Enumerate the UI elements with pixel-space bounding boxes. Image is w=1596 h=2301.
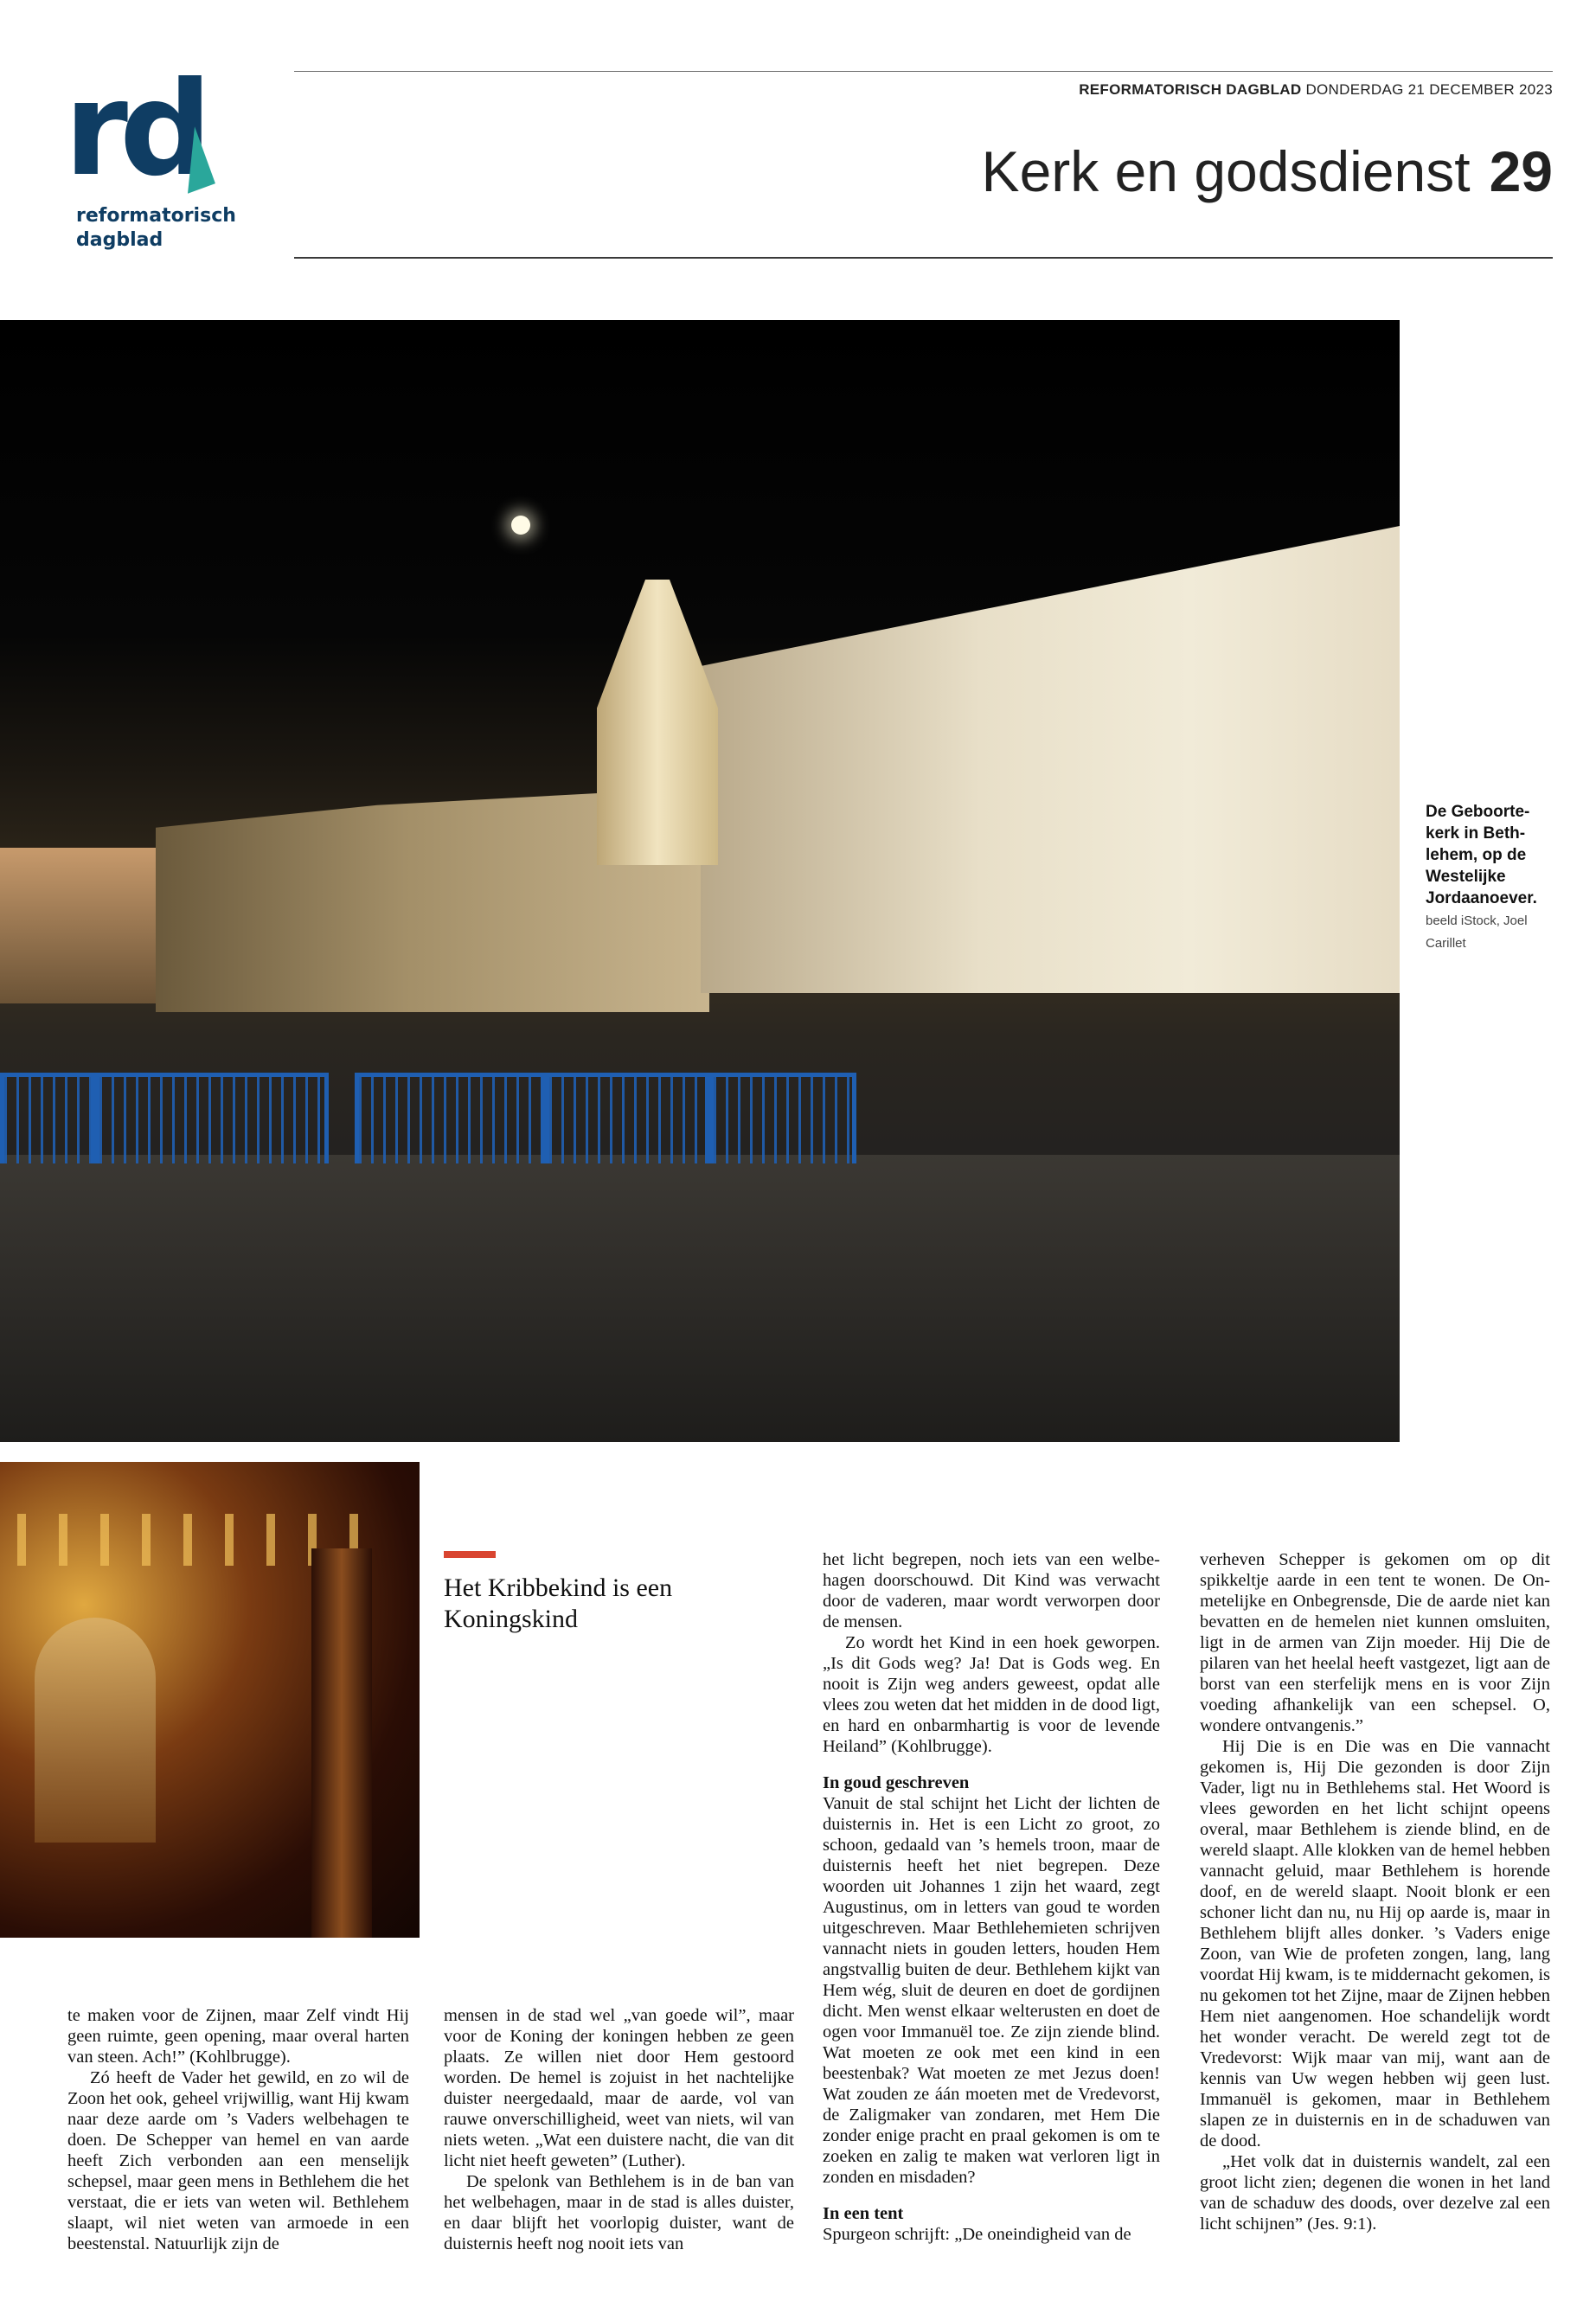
- article-column-2: [444, 2005, 794, 2254]
- photo-bell-tower: [597, 580, 718, 865]
- logo-subtitle: [76, 204, 236, 253]
- church-of-nativity-photo: [0, 320, 1400, 1442]
- paragraph: „Het volk dat in duisternis wandelt, zal een groot licht zien; degenen die wonen in het land van de schaduw des doods, over dezelve zal een licht schijnen” (Jes. 9:1).: [1200, 2152, 1550, 2234]
- subheading: In goud geschreven: [823, 1773, 970, 1792]
- photo-barrier: [355, 1073, 545, 1163]
- page-number: 29: [1489, 139, 1553, 203]
- paragraph: mensen in de stad wel „van goede wil”, maar voor de Koning der koningen hebben ze geen plaats. Ze willen niet door Hem gestoord worden. De hemel is zojuist in het nachtelijke duister neergedaald, maar de aarde, vol van rauwe onverschilligheid, weet van niets, wil van niets weten. „Wat een duistere nacht, die van dit licht niet heeft geweten” (Luther).: [444, 2006, 794, 2170]
- paragraph: Hij Die is en Die was en Die vannacht gekomen is, Hij Die gezonden is door Zijn Vader, ligt nu in Bethlehems stal. Het Woord is vlees geworden en het licht schijnt opeens overal, maar Bethlehem is ziende blind, en de wereld slaapt. Alle klokken van de hemel hebben vannacht geluid, maar Bethlehem is horende doof, en de wereld slaapt. Nooit blonk er een schoner licht dan nu, nu Hij op aarde is, maar in Bethlehem blijft alles donker. ’s Vaders enige Zoon, van Wie de profeten zongen, lang, lang voordat Hij kwam, is te middernacht gekomen, is nu gekomen tot het Zijne, maar de Zijnen hebben Hem niet aangenomen. Hoe schandelijk wordt het wonder veracht. De wereld zegt tot de Vredevorst: Wijk maar van mij, want aan de kennis van Uw wegen hebben wij geen lust. Immanuël is gekomen, maar in Bethlehem slapen ze in duisternis en in de schaduwen van de dood.: [1200, 1737, 1550, 2150]
- section-header: [982, 138, 1553, 204]
- paragraph: Vanuit de stal schijnt het Licht der lichten de duisternis in. Het is een Licht zo groot, zo schoon, gedaald van ’s hemels troon, maar de duisternis heeft het niet begrepen. Deze woorden uit Johannes 1 zijn het waard, zegt Augustinus, om in letters van goud te worden uitgeschreven. Maar Bethlehemieten schrijven vannacht niets in gouden letters, houden Hem angstvallig buiten de deur. Bethlehem kijkt van Hem wég, sluit de deuren en doet de gordijnen dicht. Men wenst elkaar welterusten en doet de ogen voor Immanuël toe. Ze zijn ziende blind. Wat moeten ze ook met een kind in een beestenbak? Wat moeten ze met Jezus doen! Wat zouden ze áán moeten met de Vredevorst, de Zaligmaker van zondaren, met Hem Die zonder enige pracht en praal gekomen is om te zoeken en zalig te maken wat verloren ligt in zonden en misdaden?: [823, 1794, 1160, 2187]
- photo-barrier: [0, 1073, 95, 1163]
- grotto-pillar: [311, 1548, 372, 1938]
- photo-far-wall: [0, 848, 173, 1003]
- photo-barrier: [545, 1073, 709, 1163]
- header-bottom-rule: [294, 257, 1553, 259]
- photo-barrier: [95, 1073, 329, 1163]
- grotto-altar: [35, 1618, 156, 1843]
- moon: [511, 516, 530, 535]
- article-column-4: [1200, 1549, 1550, 2234]
- paragraph: het licht begrepen, noch iets van een welbehagen doorschouwd. Dit Kind was verwacht door de vaderen, maar wordt verworpen door de mensen.: [823, 1550, 1160, 1631]
- article-column-3: [823, 1549, 1160, 2245]
- article-column-1: [67, 2005, 409, 2254]
- photo-square: [0, 1155, 1400, 1442]
- subheading: In een tent: [823, 2204, 904, 2223]
- photo-right-wall: [701, 526, 1400, 993]
- caption-text: De Geboortekerk in Bethlehem, op de Westelijke Jordaanoever.: [1426, 803, 1537, 907]
- grotto-photo: [0, 1462, 420, 1938]
- logo-subtitle-line1: reformatorisch: [76, 205, 236, 227]
- headline-accent-bar: [444, 1551, 496, 1558]
- paragraph: Spurgeon schrijft: „De oneindigheid van de: [823, 2225, 1131, 2244]
- paper-dateline: [1079, 81, 1553, 99]
- paragraph: verheven Schepper is gekomen om op dit spikkeltje aarde in een tent te wonen. De Onmetelijke en Onbegrensde, Die de aarde niet kan bevatten en de hemelen niet kunnen omsluiten, ligt in de armen van Zijn moeder. Hij Die de pilaren van het heelal heeft vastgezet, ligt aan de borst van een sterfelijk mens en is voor Zijn voeding afhankelijk van een schepsel. O, wondere ontvangenis.”: [1200, 1550, 1550, 1735]
- paragraph: De spelonk van Bethlehem is in de ban van het welbehagen, maar in de stad is alles duister, en daar blijft het voorlopig duister, want de duisternis heeft nog nooit iets van: [444, 2172, 794, 2253]
- article-headline: Het Kribbekind is een Koningskind: [444, 1574, 673, 1633]
- section-title: Kerk en godsdienst: [981, 139, 1471, 203]
- issue-date: DONDERDAG 21 DECEMBER 2023: [1305, 81, 1553, 98]
- photo-barrier: [709, 1073, 856, 1163]
- paragraph: te maken voor de Zijnen, maar Zelf vindt Hij geen ruimte, geen opening, maar overal harten van steen. Ach!” (Kohlbrugge).: [67, 2006, 409, 2067]
- logo-subtitle-line2: dagblad: [76, 229, 163, 251]
- header-top-rule: [294, 71, 1553, 72]
- photo-caption: [1426, 801, 1555, 954]
- photo-credit: beeld iStock, Joel Carillet: [1426, 913, 1528, 951]
- paragraph: Zó heeft de Vader het gewild, en zo wil de Zoon het ook, geheel vrijwillig, want Hij kwam naar deze aarde om ’s Vaders welbehagen te doen. De Schepper van hemel en van aarde heeft Zich verbonden aan een menselijk schepsel, maar geen mens in Bethlehem die het verstaat, die er iets van weten wil. Bethlehem slaapt, wil niet weten van armoede in een beestenstal. Natuurlijk zijn de: [67, 2068, 409, 2253]
- paragraph: Zo wordt het Kind in een hoek geworpen. „Is dit Gods weg? Ja! Dat is Gods weg. En nooit is Zijn weg anders geweest, opdat alle vlees zou weten dat het midden in de dood ligt, en hard en onbarmhartig is voor de levende Heiland” (Kohlbrugge).: [823, 1633, 1160, 1756]
- logo-wordmark: rd: [64, 54, 204, 205]
- rd-logo: [64, 54, 246, 260]
- paper-name: REFORMATORISCH DAGBLAD: [1079, 81, 1302, 98]
